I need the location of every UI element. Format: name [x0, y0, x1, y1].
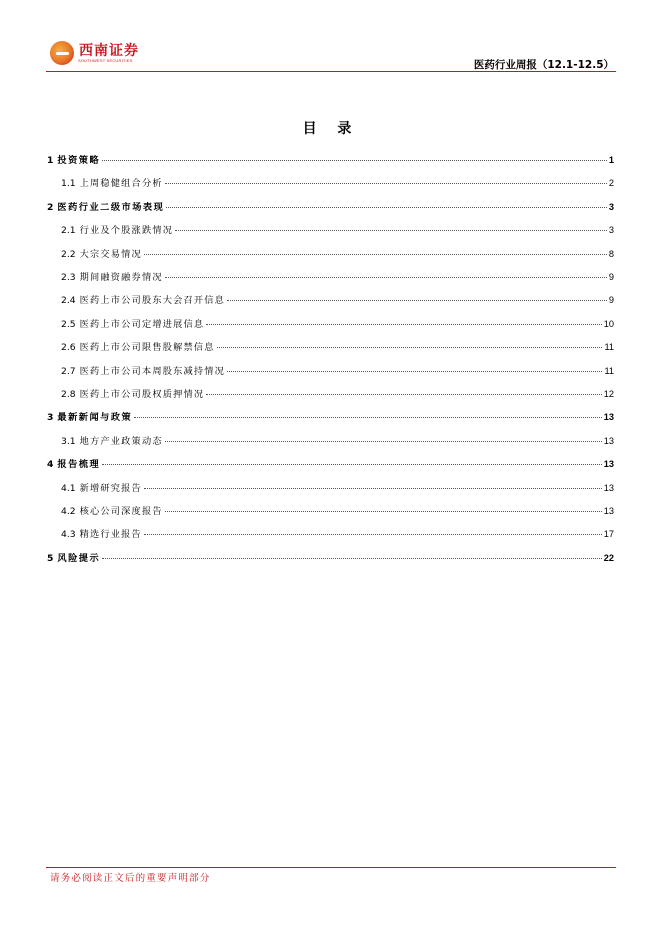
toc-page-number: 2 — [608, 178, 614, 189]
page-header — [0, 0, 662, 75]
toc-page-number: 17 — [603, 529, 614, 540]
toc-entry-label — [47, 152, 100, 166]
toc-page-number: 1 — [608, 155, 614, 165]
toc-entry-label — [61, 339, 215, 353]
toc-entry-text: 报告梳理 — [57, 459, 101, 471]
toc-entry-label — [61, 175, 163, 189]
toc-entry-text: 投资策略 — [57, 155, 101, 166]
header-divider — [46, 71, 616, 72]
toc-entry-text: 精选行业报告 — [79, 529, 142, 541]
toc-entry-label — [47, 550, 100, 564]
toc-entry[interactable] — [61, 222, 614, 238]
toc-leader-dots — [175, 229, 607, 231]
toc-entry-number: 2.3 — [61, 272, 76, 283]
toc-page-number: 9 — [608, 295, 614, 306]
toc-leader-dots — [217, 346, 603, 348]
toc-entry[interactable] — [61, 316, 614, 332]
toc-page-number: 13 — [603, 435, 614, 446]
toc-entry[interactable] — [47, 456, 614, 472]
toc-page-number: 13 — [603, 482, 614, 493]
toc-entry-label — [61, 222, 173, 236]
toc-entry-label — [47, 409, 132, 423]
toc-entry-number: 1 — [47, 155, 54, 166]
toc-entry-number: 3 — [47, 412, 54, 424]
toc-page-number: 12 — [603, 389, 614, 399]
toc-page-number: 10 — [603, 318, 614, 329]
toc-entry-number: 2.7 — [61, 365, 76, 377]
toc-page-number: 11 — [604, 365, 614, 376]
footer-disclaimer: 请务必阅读正文后的重要声明部分 — [50, 873, 211, 884]
toc-leader-dots — [165, 510, 602, 512]
toc-entry-text: 风险提示 — [57, 552, 101, 564]
toc-entry-number: 1.1 — [61, 178, 76, 190]
logo-icon — [50, 41, 74, 65]
toc-entry[interactable] — [61, 480, 614, 496]
toc-entry-label — [61, 386, 204, 400]
toc-entry-number: 2.1 — [61, 225, 76, 237]
toc-entry-number: 2.5 — [61, 318, 76, 330]
toc-title: 目 录 — [302, 121, 360, 137]
toc-entry-text: 新增研究报告 — [79, 482, 142, 494]
toc-leader-dots — [206, 393, 601, 395]
toc-page-number: 13 — [603, 412, 614, 423]
toc-leader-dots — [102, 159, 607, 161]
toc-entry-label — [61, 269, 163, 283]
toc-leader-dots — [144, 533, 602, 535]
toc-page-number: 8 — [608, 248, 614, 259]
footer-divider — [46, 867, 616, 868]
toc-entry-label — [61, 292, 225, 306]
toc-page-number: 22 — [603, 552, 614, 563]
toc-entry-label — [61, 316, 204, 330]
toc-entry[interactable] — [61, 339, 614, 355]
toc-entry[interactable] — [47, 409, 614, 425]
toc-page-number: 3 — [608, 201, 614, 212]
toc-entry-number: 2 — [47, 201, 54, 213]
toc-leader-dots — [144, 487, 602, 489]
report-title: 医药行业周报（12.1-12.5） — [473, 59, 614, 71]
toc-entry[interactable] — [61, 292, 614, 308]
toc-leader-dots — [165, 276, 607, 278]
toc-entry[interactable] — [61, 503, 614, 519]
toc-entry-number: 2.2 — [61, 248, 76, 260]
toc-page-number: 13 — [603, 506, 614, 516]
toc-entry-text: 上周稳健组合分析 — [79, 178, 163, 190]
toc-leader-dots — [165, 440, 602, 442]
toc-leader-dots — [144, 253, 607, 255]
toc-entry[interactable] — [47, 199, 614, 215]
toc-entry[interactable] — [61, 246, 614, 262]
toc-entry-label — [47, 199, 164, 213]
toc-entry-label — [61, 503, 163, 517]
toc-entry-text: 医药行业二级市场表现 — [57, 201, 165, 213]
toc-entry[interactable] — [61, 175, 614, 191]
company-logo — [50, 38, 150, 72]
toc-entry[interactable] — [61, 269, 614, 285]
toc-leader-dots — [166, 206, 607, 208]
toc-entry-text: 行业及个股涨跌情况 — [79, 225, 174, 237]
toc-entry-label — [61, 363, 225, 377]
toc-page-number: 3 — [608, 225, 614, 236]
toc-entry[interactable] — [47, 550, 614, 566]
toc-entry-number: 2.8 — [61, 389, 76, 400]
toc-entry-text: 期间融资融券情况 — [79, 272, 163, 283]
toc-entry-text: 医药上市公司股东大会召开信息 — [79, 295, 226, 307]
toc-entry-label — [61, 526, 142, 540]
toc-entry-text: 大宗交易情况 — [79, 248, 142, 260]
toc-entry[interactable] — [61, 526, 614, 542]
toc-entry[interactable] — [61, 433, 614, 449]
toc-page-number: 11 — [604, 342, 614, 353]
toc-entry-text: 核心公司深度报告 — [79, 506, 163, 517]
toc-entry-number: 2.6 — [61, 342, 76, 354]
toc-leader-dots — [165, 182, 607, 184]
toc-entry-text: 最新新闻与政策 — [57, 412, 133, 424]
toc-leader-dots — [227, 370, 602, 372]
toc-entry-number: 3.1 — [61, 435, 76, 447]
toc-leader-dots — [102, 463, 602, 465]
toc-entry-text: 地方产业政策动态 — [79, 435, 163, 447]
toc-leader-dots — [227, 299, 607, 301]
logo-name-cn: 西南证券 — [79, 43, 139, 59]
toc-leader-dots — [134, 416, 602, 418]
toc-entry-label — [47, 456, 100, 470]
toc-entry-text: 医药上市公司股权质押情况 — [79, 389, 205, 400]
toc-page-number: 9 — [608, 272, 614, 282]
toc-entry-number: 4.2 — [61, 506, 76, 517]
toc-entry-text: 医药上市公司本周股东减持情况 — [79, 365, 226, 377]
logo-name-en: SOUTHWEST SECURITIES — [78, 58, 133, 63]
toc-entry-number: 2.4 — [61, 295, 76, 307]
toc-leader-dots — [102, 557, 602, 559]
toc-entry[interactable] — [61, 363, 614, 379]
toc-entry-text: 医药上市公司定增进展信息 — [79, 318, 205, 330]
toc-entry-text: 医药上市公司限售股解禁信息 — [79, 342, 215, 354]
toc-entry[interactable] — [47, 152, 614, 168]
toc-entry-label — [61, 433, 163, 447]
toc-leader-dots — [206, 323, 601, 325]
toc-entry-number: 4.1 — [61, 482, 76, 494]
toc-entry-number: 5 — [47, 552, 54, 564]
toc-page-number: 13 — [603, 459, 614, 470]
toc-entry-label — [61, 246, 142, 260]
toc-entry[interactable] — [61, 386, 614, 402]
toc-entry-number: 4 — [47, 459, 54, 471]
toc-entry-label — [61, 480, 142, 494]
toc-entry-number: 4.3 — [61, 529, 76, 541]
